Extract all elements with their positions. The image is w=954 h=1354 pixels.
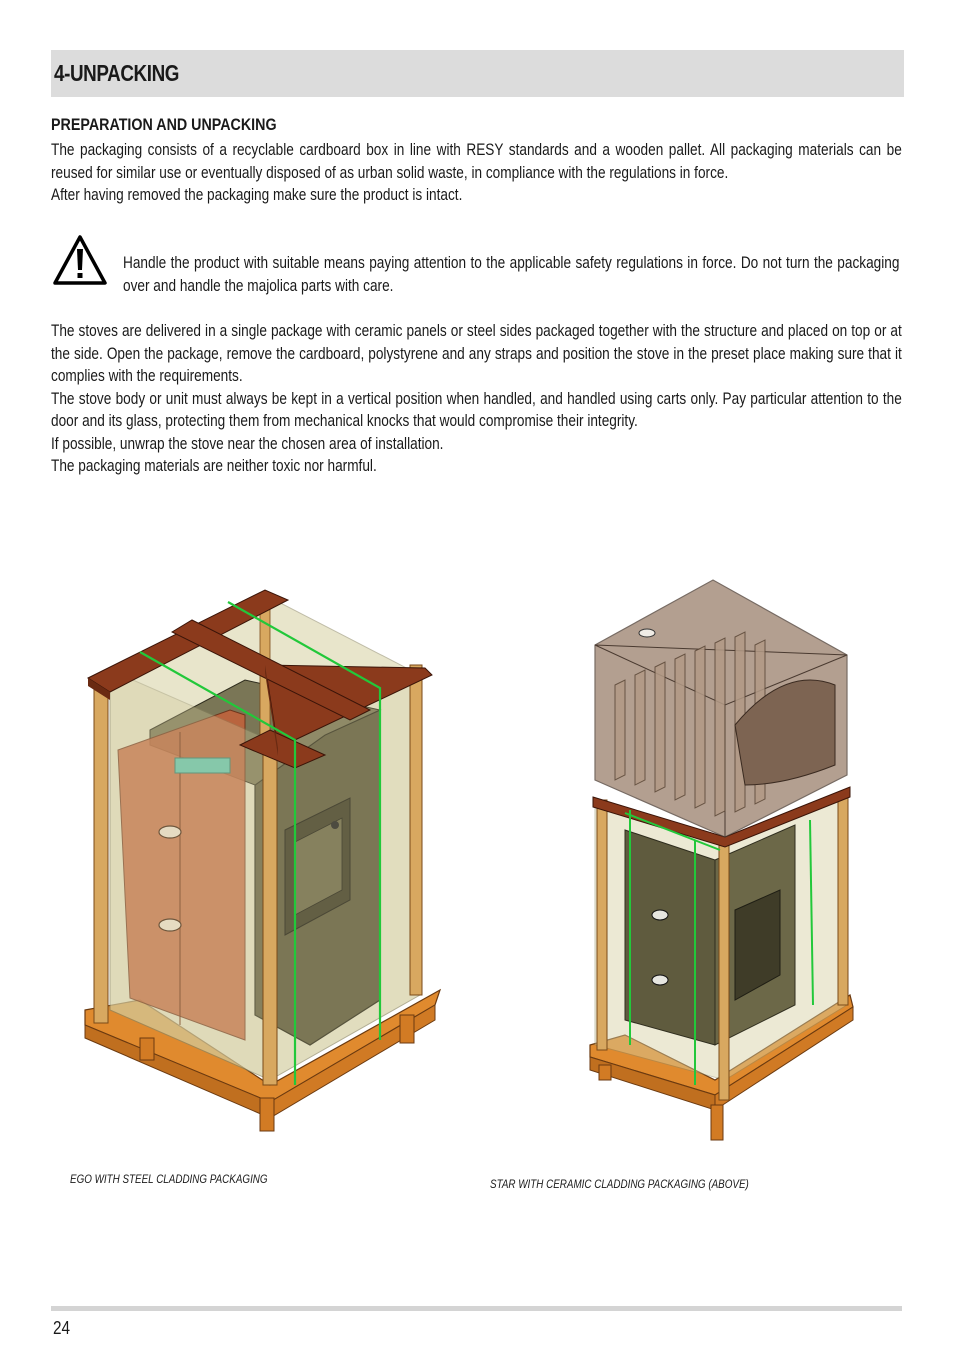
footer-divider	[51, 1306, 902, 1311]
warning-text: Handle the product with suitable means paying attention to the applicable safety regulations in force. Do not turn the packaging over and handle the majolica parts with care.	[123, 254, 900, 295]
section-title: 4-UNPACKING	[54, 60, 180, 86]
star-packaging-illustration	[585, 575, 860, 1150]
page-number: 24	[53, 1318, 71, 1338]
preparation-text	[51, 139, 902, 207]
figure-caption-left: EGO WITH STEEL CLADDING PACKAGING	[70, 1172, 268, 1186]
paragraph: The packaging materials are neither toxic nor harmful.	[51, 457, 377, 475]
paragraph: The stove body or unit must always be kept in a vertical position when handled, and handled using carts only. Pay particular attention to the door and its glass, protecting them from mechanical knocks that would compromise their integrity.	[51, 389, 902, 430]
section-header-band	[51, 50, 904, 97]
preparation-heading: PREPARATION AND UNPACKING	[51, 115, 277, 134]
paragraph: After having removed the packaging make sure the product is intact.	[51, 186, 463, 204]
ego-packaging-illustration	[80, 570, 450, 1140]
paragraph: The packaging consists of a recyclable cardboard box in line with RESY standards and a wooden pallet. All packaging materials can be reused for similar use or eventually disposed of as urban solid waste, in compliance with the regulations in force.	[51, 141, 902, 182]
handling-text	[51, 320, 902, 478]
paragraph: The stoves are delivered in a single package with ceramic panels or steel sides packaged together with the structure and placed on top or at the side. Open the package, remove the cardboard, polystyrene and any straps and position the stove in the preset place making sure that it complies with the requirements.	[51, 322, 902, 385]
paragraph: If possible, unwrap the stove near the chosen area of installation.	[51, 434, 444, 453]
warning-triangle-icon	[52, 234, 108, 286]
figure-caption-right: STAR WITH CERAMIC CLADDING PACKAGING (ABOVE)	[490, 1177, 749, 1191]
